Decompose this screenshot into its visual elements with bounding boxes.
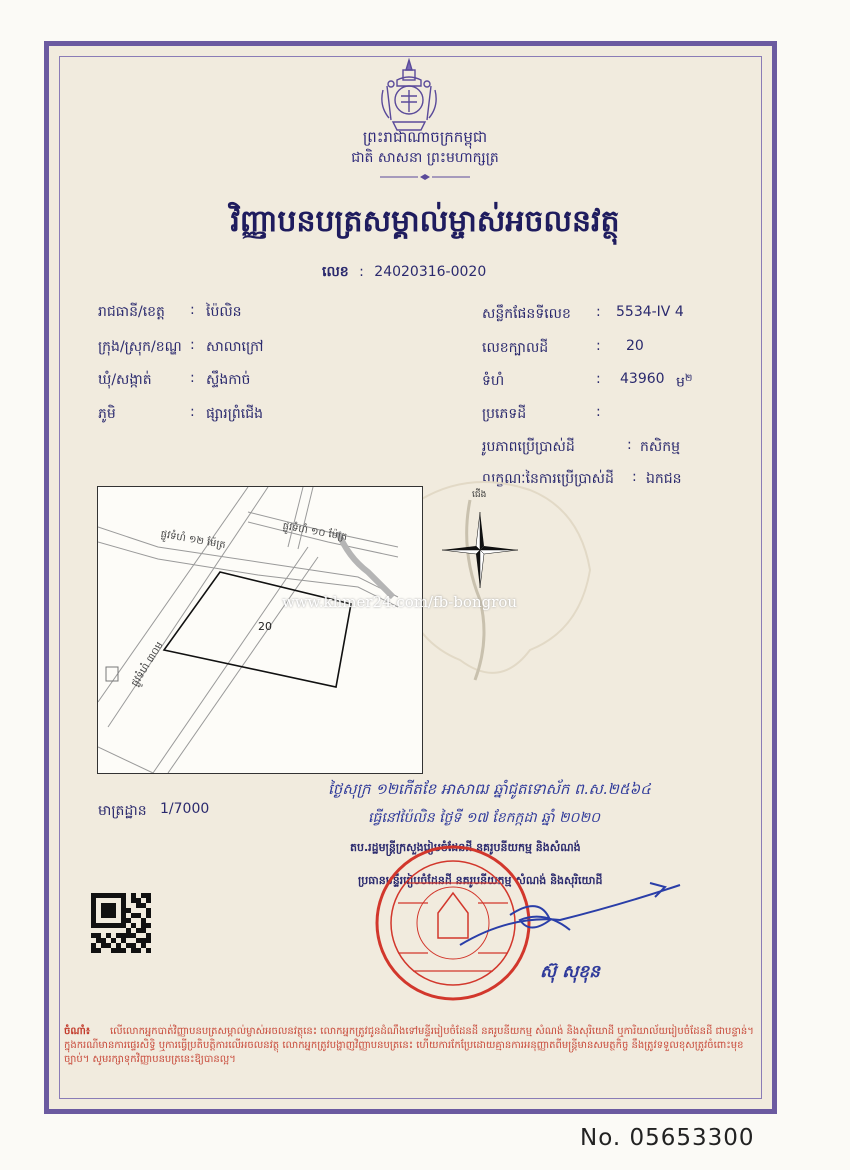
lunar-date: ថ្ងៃសុក្រ ១២កើតខែ អាសាឍ ឆ្នាំជូតទោស័ក ព.ស.២៥៦៤ (328, 780, 651, 798)
field-parcel-sep: : (596, 338, 601, 354)
field-landtype-sep: : (596, 404, 601, 420)
document-title: វិញ្ញាបនបត្រសម្គាល់ម្ចាស់អចលនវត្ថុ (230, 204, 620, 239)
field-area-sep: : (596, 371, 601, 387)
signatory-line-1: តប.រដ្ឋមន្ត្រីក្រសួងរៀបចំដែនដី នគរូបនីយកម្ម និងសំណង់ (350, 841, 581, 854)
serial-number: No. 05653300 (580, 1125, 755, 1151)
field-usagetype-sep: : (632, 469, 637, 485)
signatory-line-2: ប្រធានមន្ទីររៀបចំដែនដី នគរូបនីយកម្ម សំណង់ និងសុរិយោដី (358, 874, 603, 887)
field-usagetype-value: ឯកជន (646, 471, 682, 487)
compass-rose-icon (440, 510, 520, 590)
field-commune-label: ឃុំ/សង្កាត់ (98, 372, 152, 388)
field-district-sep: : (190, 337, 195, 353)
watermark-text: www.khmer24.com/fb-bongrou (282, 593, 518, 611)
map-road-mid-label: ផ្លូវទំហំ ១២ ម៉ែត្រ (159, 528, 227, 552)
document-number-label: លេខ (322, 264, 349, 280)
kingdom-line: ព្រះរាជាណាចក្រកម្ពុជា (362, 128, 488, 146)
royal-emblem-icon (369, 56, 449, 136)
qr-module (146, 948, 151, 953)
north-label: ជើង (472, 490, 487, 500)
field-mapsheet-value: 5534-IV 4 (616, 304, 684, 320)
field-area-unit (676, 371, 692, 394)
scale-label: មាត្រដ្ឋាន (98, 803, 147, 819)
field-area-value: 43960 (620, 371, 665, 387)
field-district-label: ក្រុង/ស្រុក/ខណ្ឌ (98, 339, 182, 355)
official-signature (450, 875, 690, 955)
area-unit-text: ម (676, 374, 685, 391)
notice-text (64, 1025, 760, 1067)
field-village-label: ភូមិ (98, 406, 116, 422)
field-district-value: សាលាក្រៅ (206, 339, 264, 355)
field-landuse-value: កសិកម្ម (640, 439, 680, 455)
field-mapsheet-label: សន្លឹកផែនទីលេខ (482, 306, 571, 322)
scale-value: 1/7000 (160, 801, 210, 817)
map-parcel-label: 20 (258, 620, 272, 633)
field-mapsheet-sep: : (596, 304, 601, 320)
field-commune-sep: : (190, 370, 195, 386)
field-parcel-label: លេខក្បាលដី (482, 340, 549, 356)
parcel-map (97, 486, 423, 774)
document-number-value: 24020316-0020 (374, 264, 487, 280)
field-village-value: ផ្សារព្រំជើង (206, 406, 264, 422)
map-road-top-label: ផ្លូវទំហំ ១០ ម៉ែត្រ (281, 520, 348, 544)
field-parcel-value: 20 (626, 338, 644, 354)
field-province-sep: : (190, 302, 195, 318)
ornament-divider (380, 173, 470, 181)
solar-date: ធ្វើនៅប៉ៃលិន ថ្ងៃទី ១៧ ខែកក្កដា ឆ្នាំ ២០២០ (368, 810, 600, 826)
field-province-label: រាជធានី/ខេត្ត (98, 304, 165, 320)
map-road-left-label: ផ្លូវទំហំ ៣០ម (129, 640, 166, 689)
field-landuse-label: រូបភាពប្រើប្រាស់ដី (482, 439, 575, 455)
notice-body: លើលោកអ្នកបាត់វិញ្ញាបនបត្រសម្គាល់ម្ចាស់អចលនវត្ថុនេះ លោកអ្នកត្រូវជូនដំណឹងទៅមន្ទីររៀបចំដែនដី នគរូបនីយកម្ម សំណង់ និងសុរិយោដី ឬការិយាល័យរៀបចំដែនដី ជាបន្ទាន់។ ក្នុងករណីមានការផ្ទេរសិទ្ធិ ឬការធ្វើប្រតិបត្តិការលើអចលនវត្ថុ លោកអ្នកត្រូវបង្ហាញវិញ្ញាបនបត្រនេះ ហើយការកែប្រែដោយគ្មានការអនុញ្ញាតពីមន្ត្រីមានសមត្ថកិច្ច នឹងត្រូវទទួលខុសត្រូវចំពោះមុខច្បាប់។ សូមរក្សាទុកវិញ្ញាបនបត្រនេះឱ្យបានល្អ។ (64, 1026, 754, 1065)
field-province-value: ប៉ៃលិន (206, 304, 242, 320)
field-village-sep: : (190, 404, 195, 420)
signatory-name: ស៊ុ សុខុន (540, 962, 600, 982)
field-usagetype-label: លក្ខណៈនៃការប្រើប្រាស់ដី (482, 471, 614, 487)
document-number: លេខ : 24020316-0020 (322, 264, 487, 280)
area-unit-sup: ២ (684, 373, 693, 384)
field-landuse-sep: : (627, 437, 632, 453)
field-landtype-label: ប្រភេទដី (482, 406, 527, 422)
motto-line: ជាតិ សាសនា ព្រះមហាក្សត្រ (351, 150, 499, 166)
field-area-label: ទំហំ (482, 373, 505, 389)
notice-label: ចំណាំ៖ (64, 1026, 91, 1037)
qr-code (91, 893, 151, 953)
field-commune-value: ស្ទឹងកាច់ (206, 372, 251, 388)
